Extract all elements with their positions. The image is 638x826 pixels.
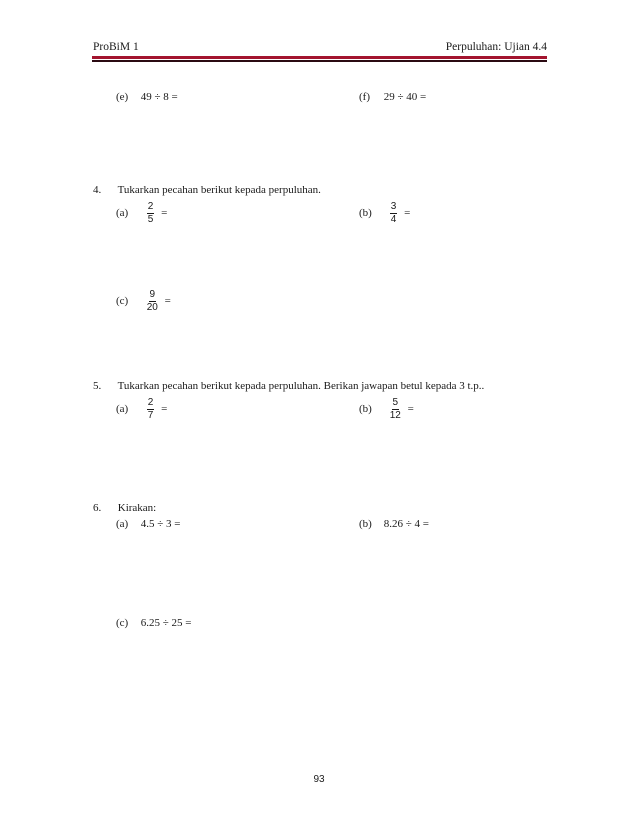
item-expression: 29 ÷ 40 =	[383, 91, 427, 103]
question-number: 6.	[93, 502, 102, 514]
equals-sign: =	[161, 207, 168, 220]
fraction-numerator: 2	[147, 397, 154, 408]
fraction	[147, 290, 158, 313]
fraction-numerator: 9	[149, 289, 156, 300]
fraction-denominator: 7	[147, 410, 154, 421]
fraction	[390, 398, 401, 421]
q6-item-b	[359, 518, 429, 530]
item-label: (c)	[116, 617, 129, 629]
equals-sign: =	[164, 295, 171, 308]
equals-sign: =	[161, 403, 168, 416]
item-label: (e)	[116, 91, 129, 103]
fraction	[147, 398, 155, 421]
question-text: Tukarkan pecahan berikut kepada perpuluhan. Berikan jawapan betul kepada 3 t.p..	[117, 380, 485, 392]
item-label: (a)	[116, 518, 129, 530]
item-label: (a)	[116, 207, 129, 220]
q5-item-a	[116, 398, 167, 421]
item-label: (f)	[359, 91, 370, 103]
item-label: (b)	[359, 518, 372, 530]
question-text: Kirakan:	[117, 502, 157, 514]
q6-item-c	[116, 617, 192, 629]
fraction-denominator: 12	[389, 410, 401, 421]
item-expression: 6.25 ÷ 25 =	[140, 617, 192, 629]
question-number: 5.	[93, 380, 102, 392]
item-label: (b)	[359, 403, 372, 416]
equals-sign: =	[407, 403, 414, 416]
q4-item-b	[359, 202, 410, 225]
question-6	[93, 502, 156, 514]
fraction-numerator: 5	[392, 397, 399, 408]
fraction	[390, 202, 398, 225]
item-label: (b)	[359, 207, 372, 220]
q4-item-a	[116, 202, 167, 225]
item-expression: 4.5 ÷ 3 =	[140, 518, 181, 530]
fraction-numerator: 2	[147, 201, 154, 212]
q6-item-a	[116, 518, 181, 530]
question-number: 4.	[93, 184, 102, 196]
header-title: ProBiM 1	[93, 41, 139, 53]
question-text: Tukarkan pecahan berikut kepada perpuluhan.	[117, 184, 321, 196]
item-e	[116, 91, 178, 103]
question-5	[93, 380, 484, 392]
item-label: (a)	[116, 403, 129, 416]
question-4	[93, 184, 321, 196]
header-rule-dark	[92, 60, 547, 62]
item-expression: 8.26 ÷ 4 =	[383, 518, 429, 530]
equals-sign: =	[404, 207, 411, 220]
header-section: Perpuluhan: Ujian 4.4	[445, 41, 547, 53]
fraction-denominator: 20	[146, 302, 158, 313]
q4-item-c	[116, 290, 171, 313]
page-number: 93	[313, 774, 325, 785]
fraction-numerator: 3	[390, 201, 397, 212]
fraction-denominator: 5	[147, 214, 154, 225]
fraction	[147, 202, 155, 225]
q5-item-b	[359, 398, 414, 421]
fraction-denominator: 4	[390, 214, 397, 225]
item-label: (c)	[116, 295, 129, 308]
item-f	[359, 91, 426, 103]
item-expression: 49 ÷ 8 =	[140, 91, 178, 103]
header-rule-red	[92, 56, 547, 59]
